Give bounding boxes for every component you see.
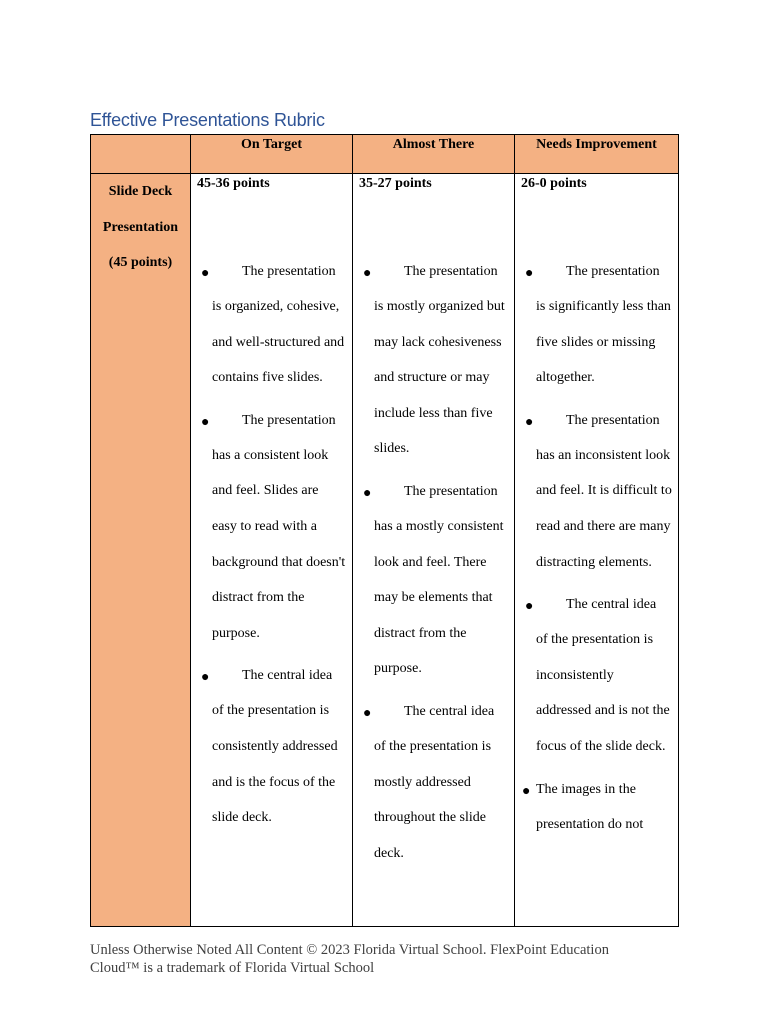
header-almost-there: Almost There bbox=[353, 135, 515, 174]
list-item: ● The central idea of the presentation is consistently addressed and is the focus of the slide deck. bbox=[201, 668, 338, 826]
document-title: Effective Presentations Rubric bbox=[90, 110, 325, 130]
bullet-icon: ● bbox=[363, 485, 372, 501]
header-on-target: On Target bbox=[191, 135, 353, 174]
bullet-icon: ● bbox=[201, 266, 210, 281]
on-target-cell bbox=[191, 174, 353, 927]
list-item: ● The presentation is mostly organized but may lack cohesiveness and structure or may include less than five slides. bbox=[363, 264, 505, 457]
list-item: ● The presentation is organized, cohesive, and well-structured and contains five slides. bbox=[201, 264, 345, 386]
list-item: ● The images in the presentation do not bbox=[522, 781, 644, 832]
bullet-icon: ● bbox=[201, 670, 210, 686]
list-item: ● The central idea of the presentation is mostly addressed throughout the slide deck. bbox=[363, 703, 495, 861]
list-item: ● The presentation has a mostly consistent look and feel. There may be elements that distract from the purpose. bbox=[363, 483, 504, 677]
criterion-line: Slide Deck bbox=[108, 184, 173, 199]
rubric-table bbox=[90, 134, 679, 927]
bullet-icon: ● bbox=[522, 783, 531, 799]
criterion-row bbox=[91, 174, 679, 927]
bullet-icon: ● bbox=[525, 414, 534, 430]
header-criterion bbox=[91, 135, 191, 174]
points-label: 26-0 points bbox=[521, 176, 587, 191]
points-label: 45-36 points bbox=[197, 176, 270, 191]
bullet-icon: ● bbox=[201, 414, 210, 430]
criterion-line: (45 points) bbox=[108, 255, 173, 270]
list-item: ● The central idea of the presentation is inconsistently addressed and is not the focus of the slide deck. bbox=[525, 597, 670, 754]
points-label: 35-27 points bbox=[359, 176, 432, 191]
bullet-icon: ● bbox=[525, 266, 534, 281]
needs-improvement-cell bbox=[515, 174, 679, 927]
copyright-footer: Unless Otherwise Noted All Content © 2023 Florida Virtual School. FlexPoint Education Cloud™ is a trademark of Florida Virtual School bbox=[90, 942, 609, 976]
bullet-icon: ● bbox=[363, 266, 372, 281]
criterion-cell bbox=[91, 174, 191, 927]
almost-there-cell bbox=[353, 174, 515, 927]
list-item: ● The presentation has an inconsistent look and feel. It is difficult to read and there are many distracting elements. bbox=[525, 412, 672, 570]
bullet-icon: ● bbox=[525, 599, 534, 615]
list-item: ● The presentation is significantly less than five slides or missing altogether. bbox=[525, 264, 671, 386]
criterion-line: Presentation bbox=[102, 219, 179, 235]
list-item: ● The presentation has a consistent look and feel. Slides are easy to read with a background that doesn't distract from the purpose. bbox=[201, 412, 346, 641]
header-row bbox=[91, 135, 679, 174]
bullet-icon: ● bbox=[363, 705, 372, 721]
header-needs-improvement: Needs Improvement bbox=[515, 135, 679, 174]
